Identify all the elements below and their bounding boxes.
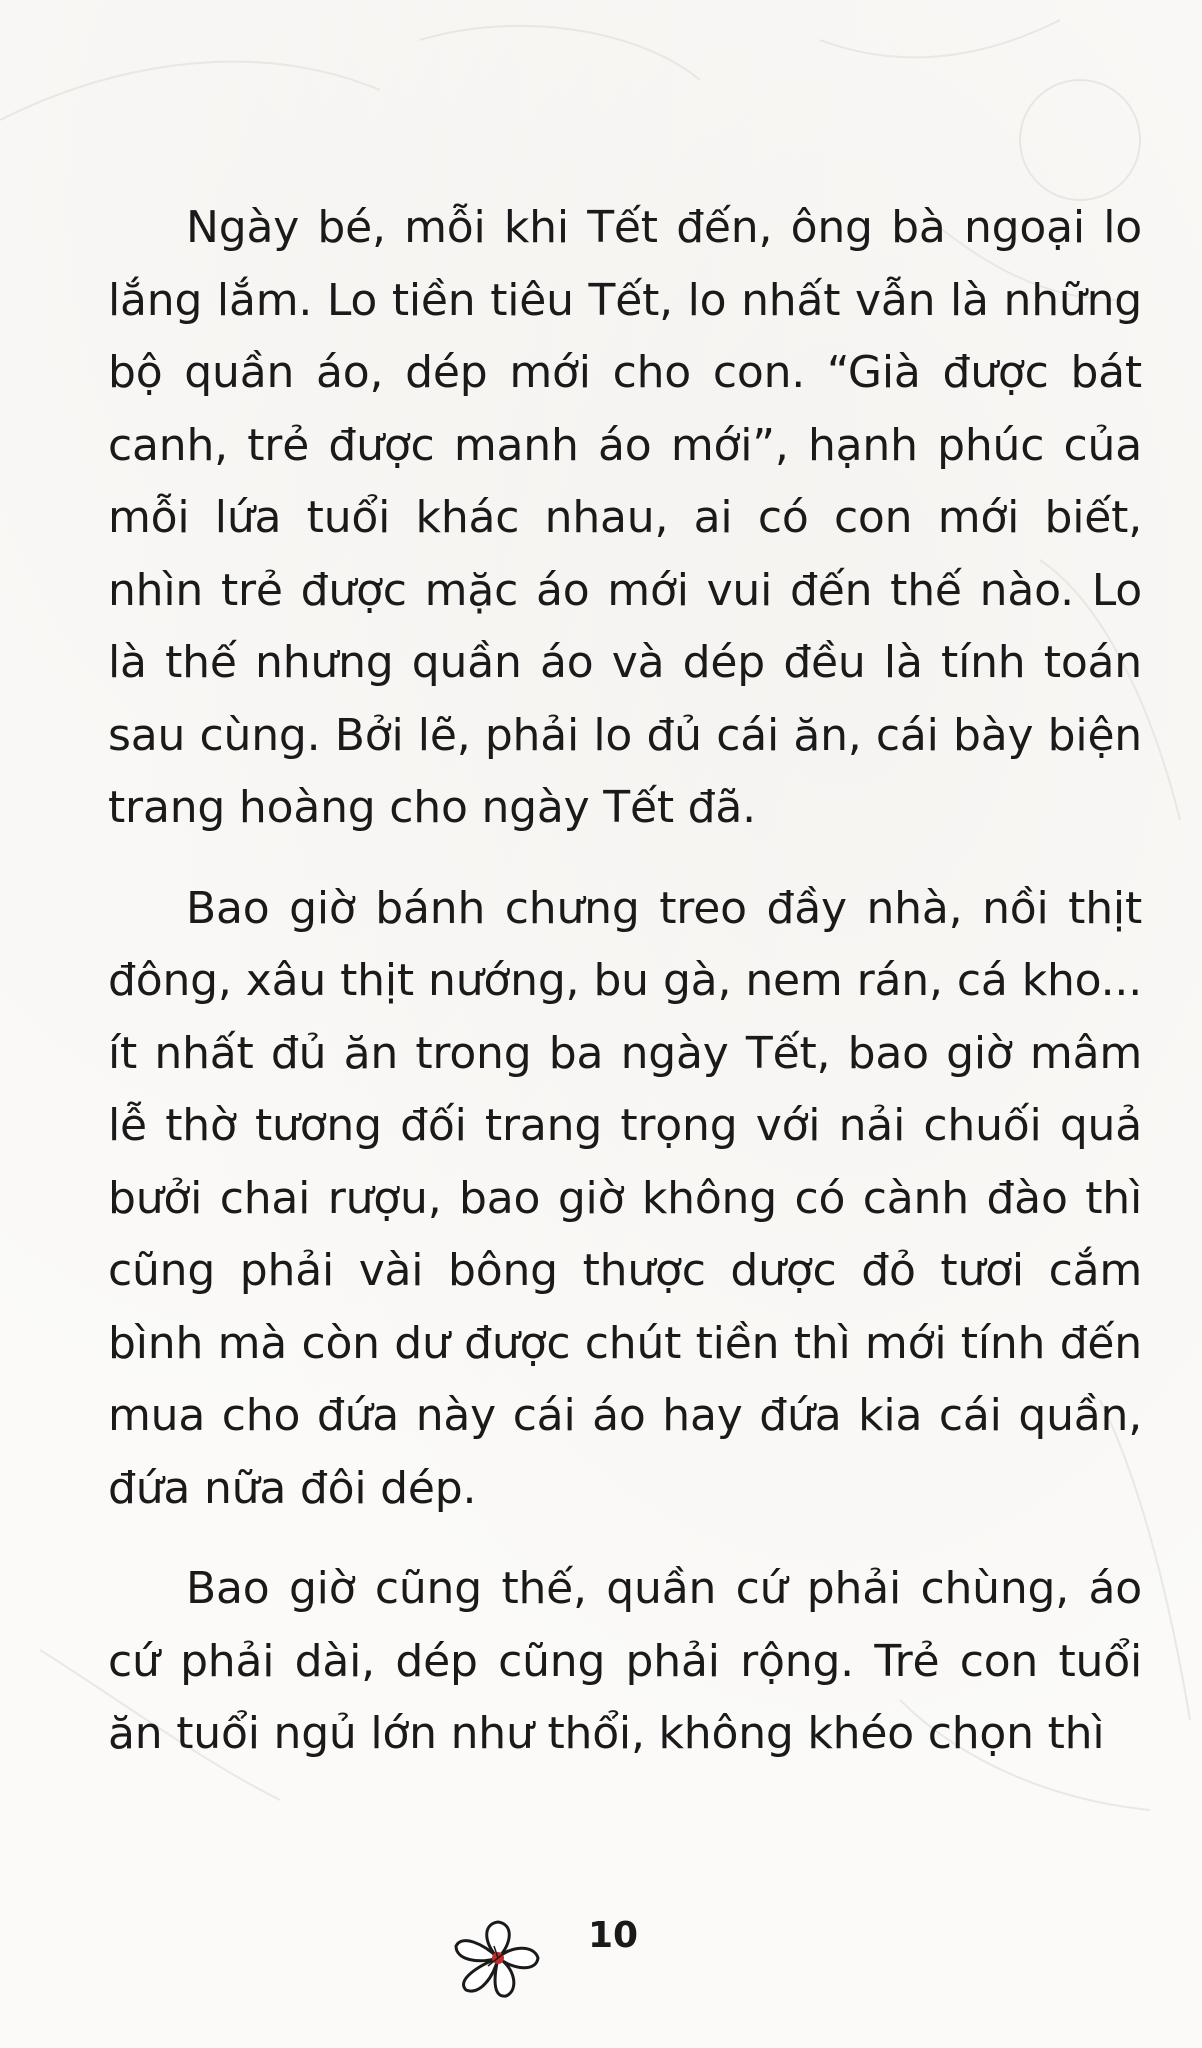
paragraph: Bao giờ bánh chưng treo đầy nhà, nồi thịt đông, xâu thịt nướng, bu gà, nem rán, cá kho... ít nhất đủ ăn trong ba ngày Tết, bao giờ mâm lễ thờ tương đối trang trọng với nải chuối quả bưởi chai rượu, bao giờ không có cành đào thì cũng phải vài bông thược dược đỏ tươi cắm bình mà còn dư được chút tiền thì mới tính đến mua cho đứa này cái áo hay đứa kia cái quần, đứa nữa đôi dép. bbox=[108, 882, 1142, 1514]
paragraph: Bao giờ cũng thế, quần cứ phải chùng, áo cứ phải dài, dép cũng phải rộng. Trẻ con tuổi ăn tuổi ngủ lớn như thổi, không khéo chọn thì bbox=[108, 1563, 1142, 1759]
page-number: 10 bbox=[588, 1915, 639, 1956]
paragraph: Ngày bé, mỗi khi Tết đến, ông bà ngoại lo lắng lắm. Lo tiền tiêu Tết, lo nhất vẫn là những bộ quần áo, dép mới cho con. “Già được bát canh, trẻ được manh áo mới”, hạnh phúc của mỗi lứa tuổi khác nhau, ai có con mới biết, nhìn trẻ được mặc áo mới vui đến thế nào. Lo là thế nhưng quần áo và dép đều là tính toán sau cùng. Bởi lẽ, phải lo đủ cái ăn, cái bày biện trang hoàng cho ngày Tết đã. bbox=[108, 202, 1142, 833]
page-footer bbox=[448, 1910, 688, 2010]
plum-blossom-icon bbox=[448, 1914, 548, 2004]
body-text bbox=[108, 192, 1142, 1771]
